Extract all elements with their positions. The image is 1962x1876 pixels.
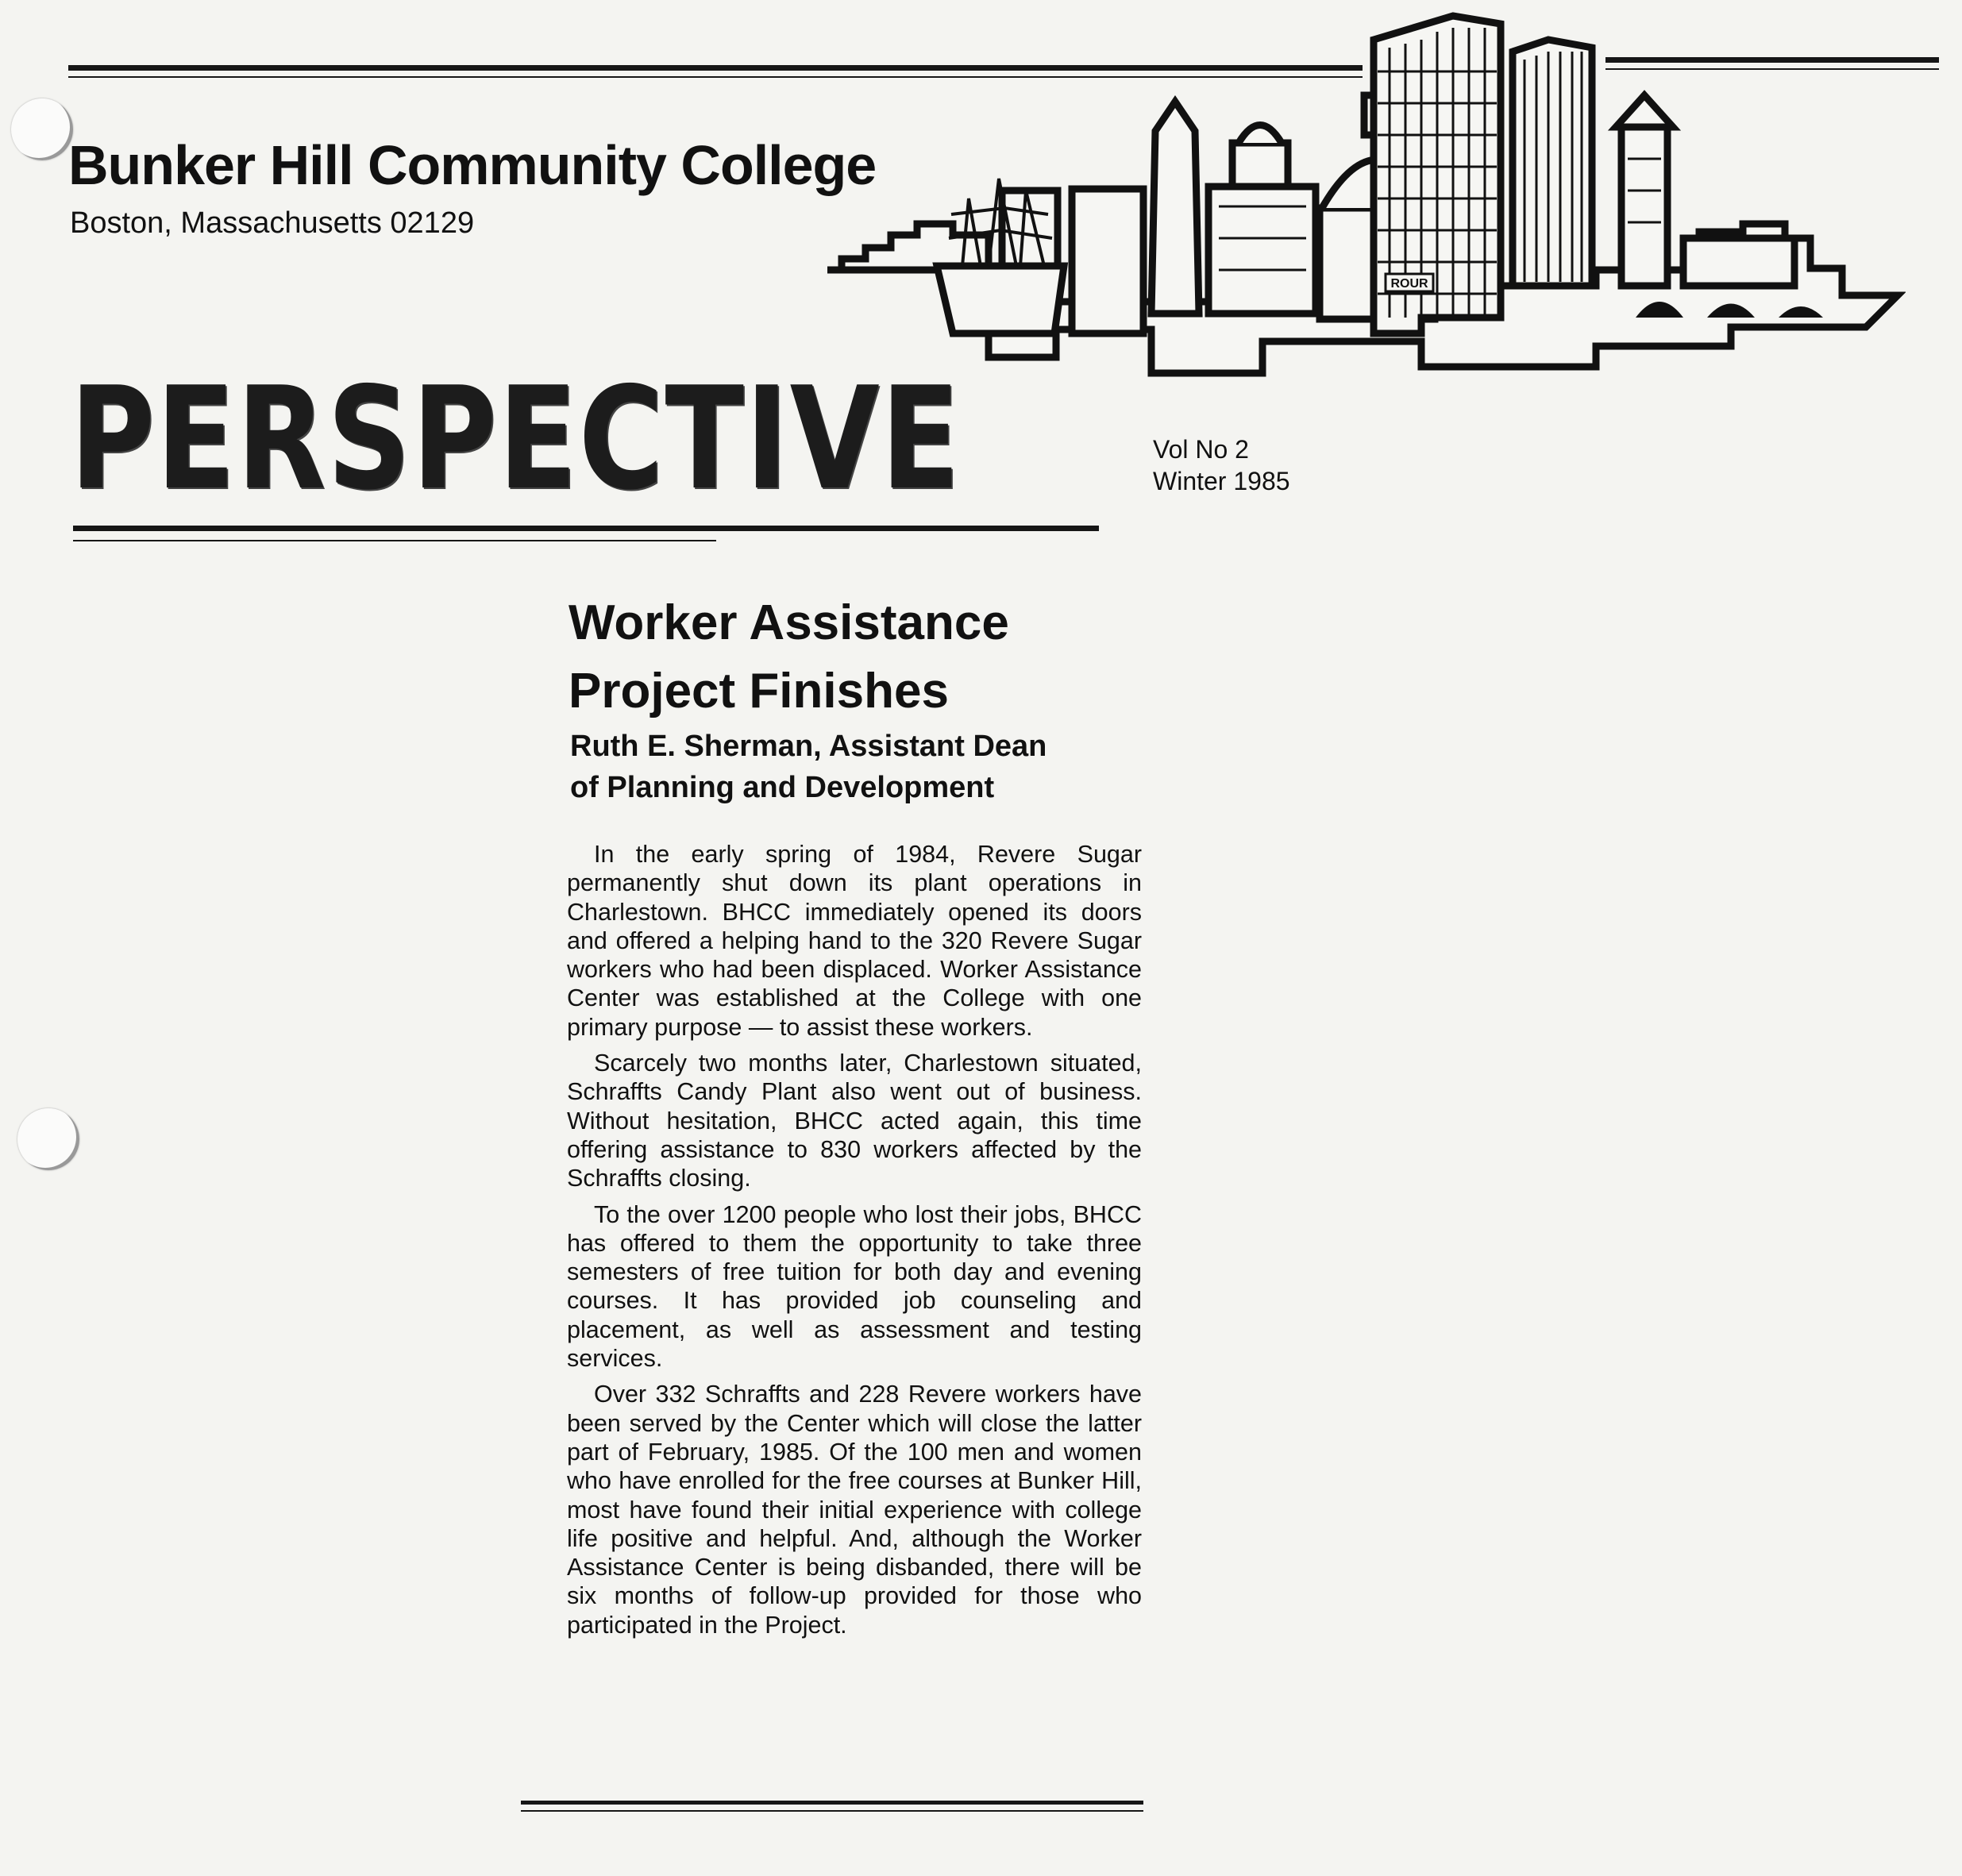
college-name: Bunker Hill Community College [68,134,877,196]
masthead-title: PERSPECTIVE [70,356,962,521]
binder-hole-middle [17,1108,79,1170]
article-paragraph: In the early spring of 1984, Revere Sugar permanently shut down its plant operations in Charlestown. BHCC immediately opened its doors and offered a helping hand to the 320 Revere Sugar workers who had been displaced. Worker Assistance Center was established at the College with one primary purpose — to assist these workers. [567,841,1142,1041]
article-paragraph: Over 332 Schraffts and 228 Revere workers have been served by the Center which will close the latter part of February, 1985. Of the 100 men and women who have enrolled for the free courses at Bunker Hill, most have found their initial experience with college life positive and helpful. And, although the Worker Assistance Center is being disbanded, there will be six months of follow-up provided for those who participated in the Project. [567,1381,1142,1639]
byline-line-1: Ruth E. Sherman, Assistant Dean [570,730,1047,763]
bottom-rule [521,1801,1143,1805]
masthead-rule [73,526,1099,531]
boston-skyline-illustration [818,0,1906,385]
college-address: Boston, Massachusetts 02129 [70,206,475,240]
article-paragraph: To the over 1200 people who lost their jobs, BHCC has offered to them the opportunity to take three semesters of free tuition for both day and evening courses. It has provided job counseling and placement, as well as assessment and testing services. [567,1200,1142,1373]
article-title-line-2: Project Finishes [569,664,949,718]
article-title [569,589,1140,726]
issue-info [1153,433,1290,497]
bottom-rule-thin [521,1810,1143,1812]
article-byline [570,726,1142,808]
volume-number: Vol No 2 [1153,435,1249,464]
article-paragraph: Scarcely two months later, Charlestown situated, Schraffts Candy Plant also went out of business. Without hesitation, BHCC acted again, this time offering assistance to 830 workers affected by the Schraffts closing. [567,1050,1142,1192]
article-body [567,840,1142,1647]
byline-line-2: of Planning and Development [570,771,995,804]
article-title-line-1: Worker Assistance [569,595,1009,650]
binder-hole-top [11,98,73,160]
skyline-sign: ROUR [1390,277,1428,291]
issue-date: Winter 1985 [1153,467,1290,495]
masthead-rule-thin [73,540,716,541]
